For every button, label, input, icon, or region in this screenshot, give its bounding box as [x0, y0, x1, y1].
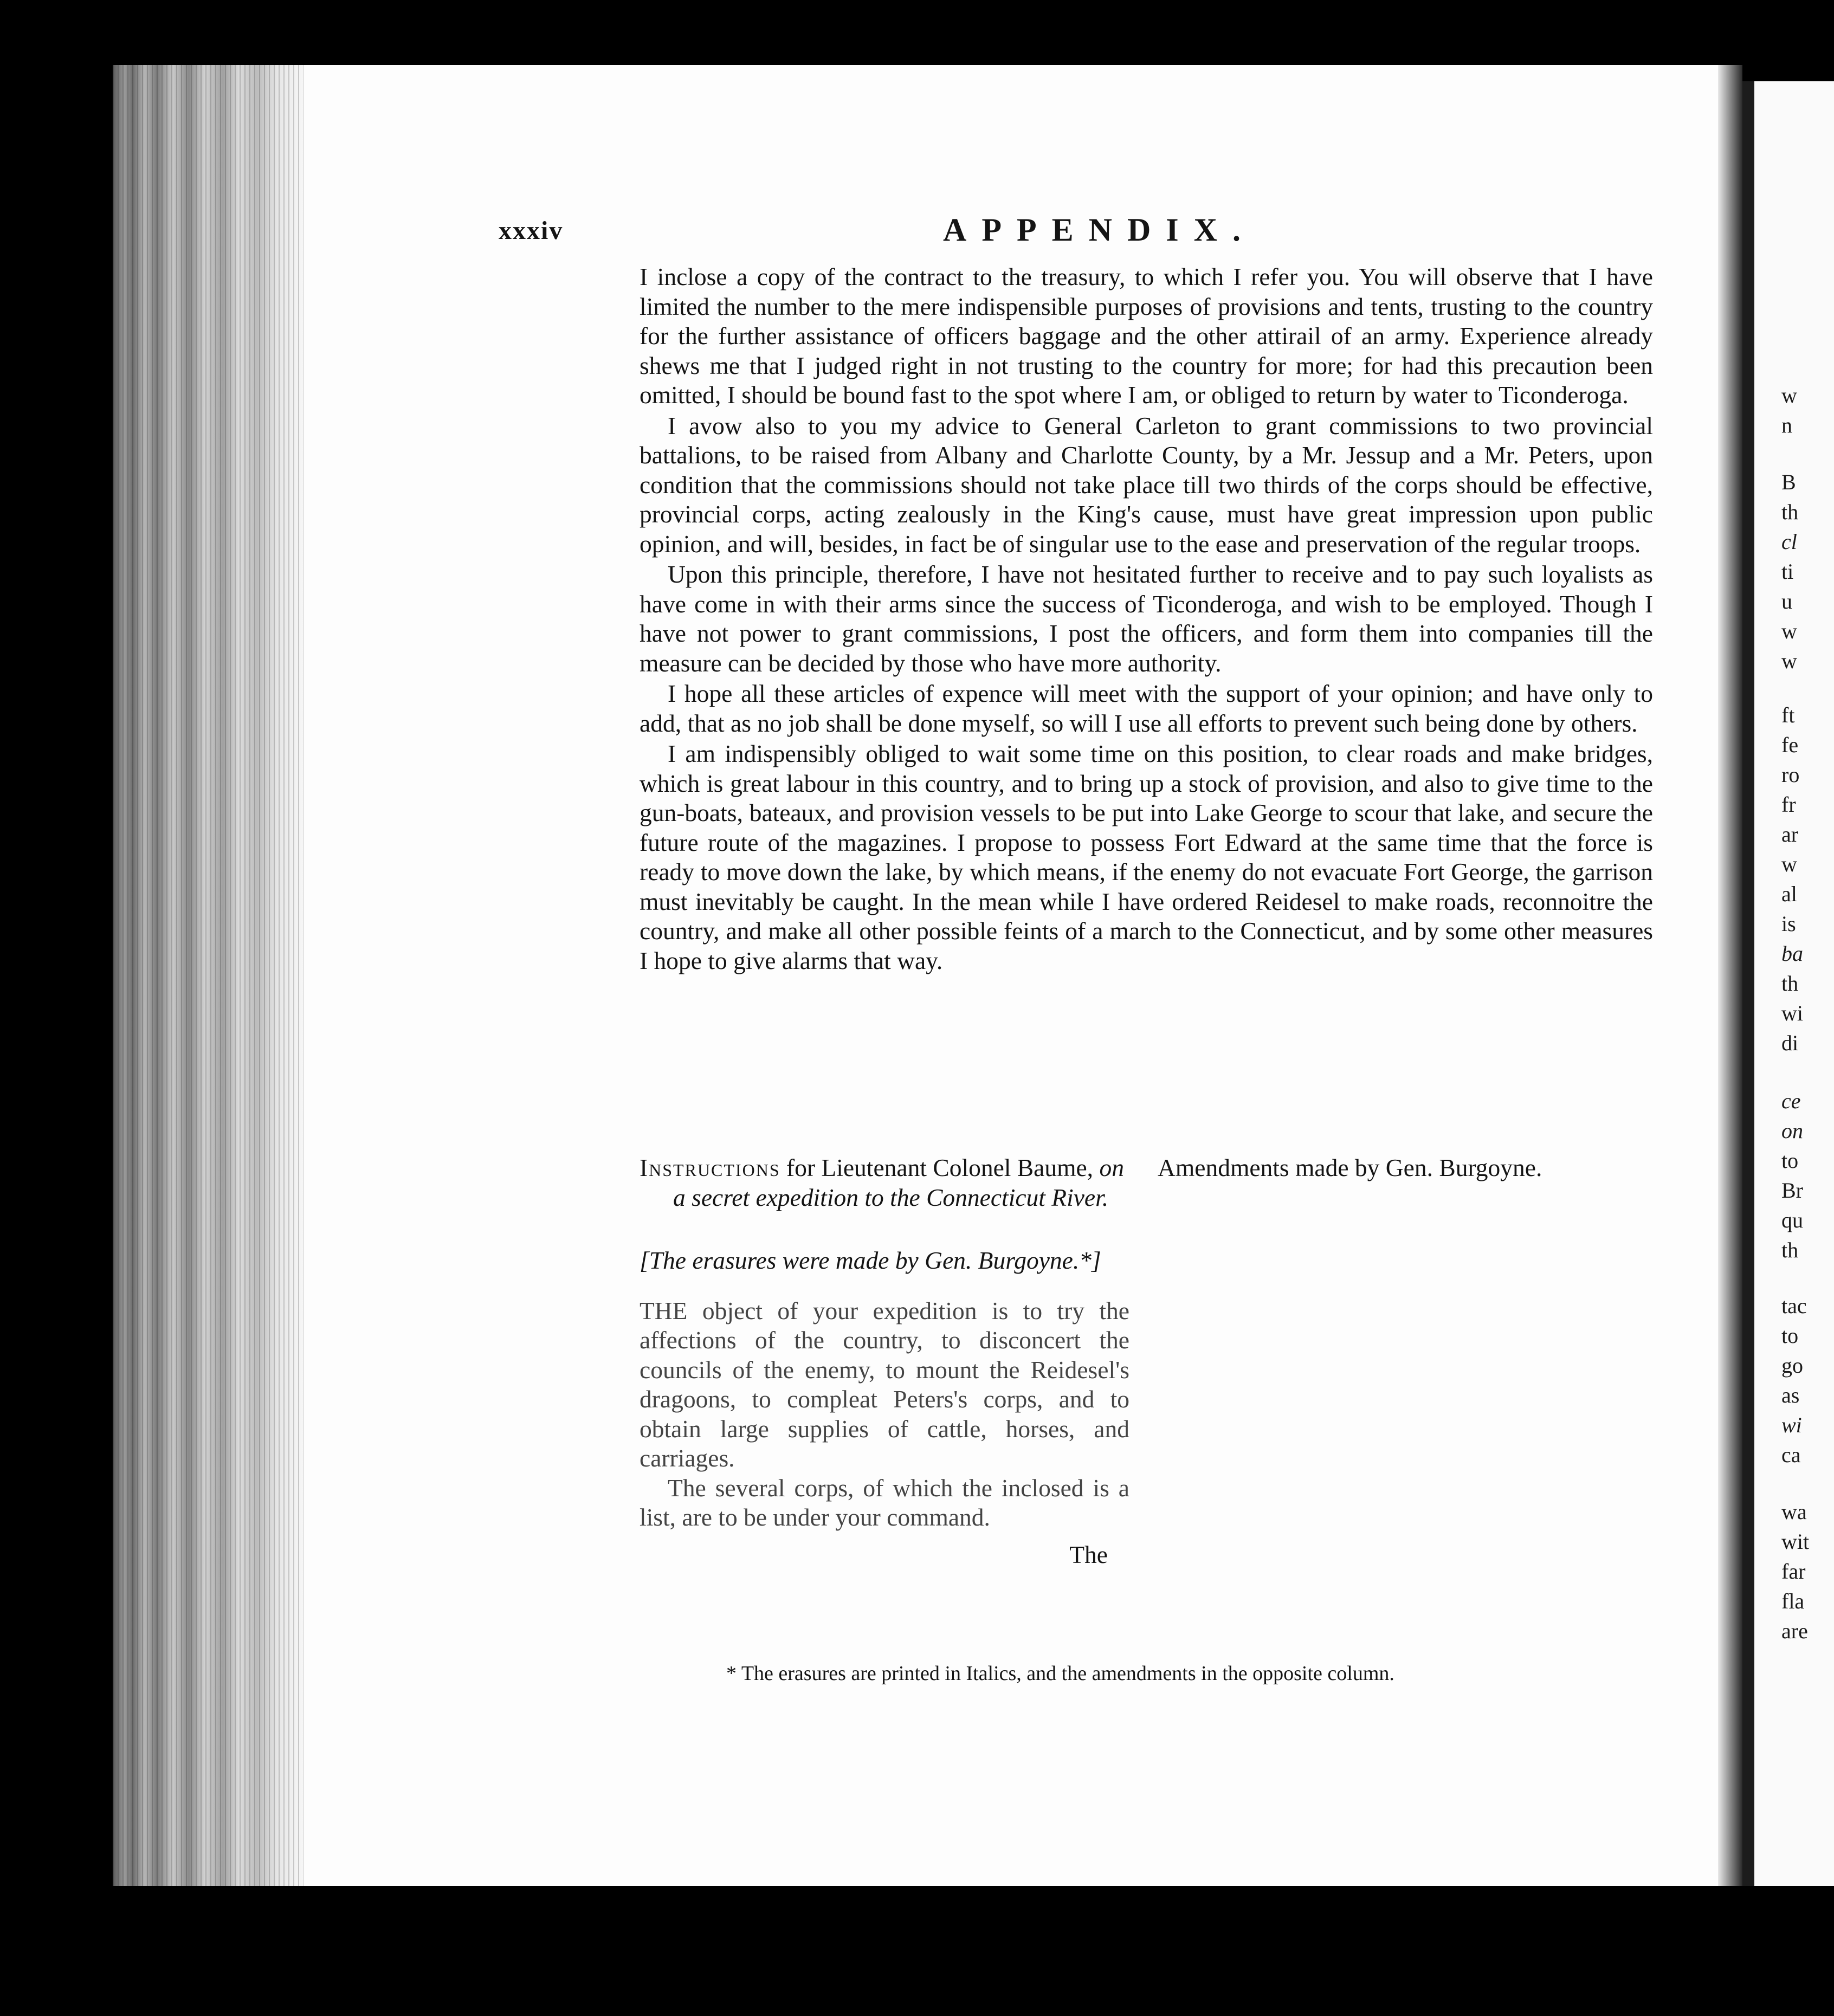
body-paragraph: I inclose a copy of the contract to the treasury, to which I refer you. You will observe that I have limited the number to the mere indispensible purposes of provisions and tents, trusting to the country for the further assistance of officers baggage and the other attirail of an army. Experience already shews me that I judged right in not trusting to the country for more; for had this precaution been omitted, I should be bound fast to the spot where I am, or obliged to return by water to Ticonderoga. [640, 263, 1653, 409]
instructions-heading [640, 1153, 1129, 1212]
facing-page-fragment: w [1781, 619, 1797, 643]
page-edge-lines [113, 65, 313, 1886]
amendments-heading: Amendments made by Gen. Burgoyne. [1158, 1154, 1542, 1181]
facing-page-fragment: wit [1781, 1529, 1810, 1554]
facing-page-fragment: ti [1781, 559, 1794, 584]
facing-page [1742, 81, 1834, 1886]
facing-page-fragment: qu [1781, 1208, 1803, 1232]
facing-page-fragment: wa [1781, 1500, 1807, 1524]
erasures-note: [The erasures were made by Gen. Burgoyne.*] [640, 1246, 1101, 1274]
facing-page-fragment: ro [1781, 763, 1800, 787]
heading-smallcaps: Instructions [640, 1154, 780, 1181]
facing-page-fragment: fr [1781, 792, 1796, 817]
erased-text-block [640, 1296, 1129, 1533]
footnote: * The erasures are printed in Italics, and the amendments in the opposite column. [726, 1662, 1394, 1685]
facing-page-fragment: wi [1781, 1413, 1802, 1437]
facing-page-fragment: to [1781, 1148, 1799, 1173]
book-page-edge [113, 65, 313, 1886]
facing-page-fragment: cl [1781, 529, 1797, 554]
heading-italic: on a secret expedition to the Connecticut River. [673, 1154, 1124, 1211]
facing-page-fragment: al [1781, 882, 1797, 906]
facing-page-fragment: w [1781, 649, 1797, 673]
facing-page-fragment: ar [1781, 822, 1799, 847]
gutter-shadow [1718, 65, 1742, 1886]
body-paragraph: Upon this principle, therefore, I have not hesitated further to receive and to pay such loyalists as have come in with their arms since the success of Ticonderoga, and wish to be employed. Though I have not power to grant commissions, I post the officers, and form them into companies till the measure can be decided by those who have more authority. [640, 560, 1653, 677]
facing-page-fragment: tac [1781, 1294, 1807, 1318]
facing-page-fragment: on [1781, 1119, 1803, 1143]
running-title: APPENDIX. [943, 212, 1256, 248]
facing-page-fragment: di [1781, 1031, 1799, 1055]
facing-page-fragment: Br [1781, 1178, 1803, 1203]
facing-page-fragment: th [1781, 1238, 1799, 1262]
body-paragraph: I hope all these articles of expence will meet with the support of your opinion; and have only to add, that as no job shall be done myself, so will I use all efforts to prevent such being done by others. [640, 680, 1653, 737]
facing-page-fragment: n [1781, 413, 1792, 437]
facing-page-fragment: ce [1781, 1089, 1801, 1113]
facing-page-fragment: ca [1781, 1443, 1801, 1467]
facing-page-fragment: far [1781, 1559, 1806, 1584]
facing-page-fragment: u [1781, 589, 1792, 613]
erased-paragraph: THE object of your expedition is to try the affections of the country, to disconcert the councils of the enemy, to mount the Reidesel's dragoons, to compleat Peters's corps, and to obtain large supplies of cattle, horses, and carriages. [640, 1296, 1129, 1472]
facing-page-fragment: as [1781, 1383, 1800, 1407]
facing-page-fragment: ft [1781, 703, 1795, 727]
body-paragraph: I am indispensibly obliged to wait some time on this position, to clear roads and make bridges, which is great labour in this country, and to bring up a stock of provision, and also to give time to the gun-boats, bateaux, and provision vessels to be put into Lake George to scour that lake, and secure the future route of the magazines. I propose to possess Fort Edward at the same time that the force is ready to move down the lake, by which means, if the enemy do not evacuate Fort George, the garrison must inevitably be caught. In the mean while I have ordered Reidesel to make roads, reconnoitre the country, and make all other possible feints of a march to the Connecticut, and by some other measures I hope to give alarms that way. [640, 740, 1653, 974]
facing-page-fragment: to [1781, 1323, 1799, 1348]
instructions-column [640, 1153, 1129, 1569]
facing-page-fragment: is [1781, 912, 1796, 936]
catchword: The [1069, 1540, 1108, 1568]
facing-page-fragment: are [1781, 1619, 1808, 1643]
facing-page-fragment: w [1781, 852, 1797, 876]
erased-paragraph: The several corps, of which the inclosed is a list, are to be under your command. [640, 1474, 1129, 1531]
facing-page-fragment: th [1781, 971, 1799, 996]
facing-page-fragment: fe [1781, 733, 1799, 757]
body-paragraph: I avow also to you my advice to General Carleton to grant commissions to two provincial battalions, to be raised from Albany and Charlotte County, by a Mr. Jessup and a Mr. Peters, upon condition that the commissions should not take place till two thirds of the corps should be effective, provincial corps, acting zealously in the King's cause, must have great impression upon public opinion, and will, besides, in fact be of singular use to the ease and preservation of the regular troops. [640, 411, 1653, 558]
facing-page-fragment: fla [1781, 1589, 1805, 1613]
page-number: xxxiv [499, 216, 564, 245]
facing-page-fragment: go [1781, 1353, 1803, 1378]
facing-page-fragment: wi [1781, 1001, 1803, 1025]
letter-body [640, 262, 1653, 977]
facing-page-fragment: w [1781, 383, 1797, 408]
facing-page-fragment: ba [1781, 941, 1803, 966]
amendments-column [1158, 1153, 1656, 1183]
facing-page-fragment: B [1781, 470, 1796, 494]
facing-page-fragment: th [1781, 500, 1799, 524]
heading-text: for Lieutenant Colonel Baume, [780, 1154, 1100, 1181]
